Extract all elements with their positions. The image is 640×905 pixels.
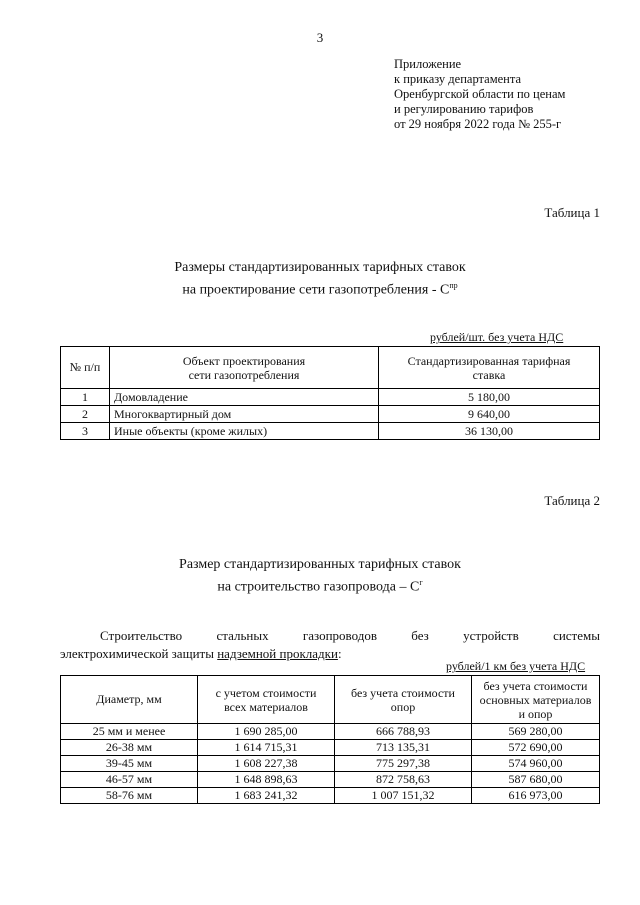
table1-title-line1: Размеры стандартизированных тарифных ставок (174, 260, 466, 275)
table2 (60, 675, 600, 804)
table1-title-sup: пр (449, 281, 458, 290)
table2-units: рублей/1 км без учета НДС (446, 659, 586, 673)
table1-header-row (61, 347, 600, 389)
table1-title (0, 259, 640, 300)
appendix-line: Приложение (394, 57, 462, 71)
table-row: 3 Иные объекты (кроме жилых) 36 130,00 (61, 423, 600, 440)
paragraph-line1: Строительство стальных газопроводов без устройств системы (100, 628, 600, 643)
table2-paragraph (60, 627, 600, 663)
table-row: 39-45 мм 1 608 227,38 775 297,38 574 960,00 (61, 756, 600, 772)
table2-title-sup: г (419, 578, 423, 587)
appendix-line: Оренбургской области по ценам (394, 87, 566, 101)
table2-title-line2: на строительство газопровода – $С^г$ (217, 578, 423, 595)
header-num: № п/п (61, 347, 110, 389)
header-with-cost: с учетом стоимости всех материалов (198, 676, 335, 724)
table1-label: Таблица 1 (544, 205, 600, 220)
table2-header-row (61, 676, 600, 724)
table-row: 26-38 мм 1 614 715,31 713 135,31 572 690,00 (61, 740, 600, 756)
table-row: 1 Домовладение 5 180,00 (61, 389, 600, 406)
header-object: Объект проектирования сети газопотребления (110, 347, 379, 389)
header-no-supports: без учета стоимости опор (335, 676, 472, 724)
table1 (60, 346, 600, 440)
paragraph-line2: электрохимической защиты надземной прокладки: (60, 646, 342, 661)
header-rate: Стандартизированная тарифная ставка (379, 347, 600, 389)
header-diameter: Диаметр, мм (61, 676, 198, 724)
table-row: 46-57 мм 1 648 898,63 872 758,63 587 680,00 (61, 772, 600, 788)
table1-units: рублей/шт. без учета НДС (430, 330, 564, 344)
table-row: 2 Многоквартирный дом 9 640,00 (61, 406, 600, 423)
table1-title-line2: на проектирование сети газопотребления - $С^{пр}$ (182, 281, 458, 298)
table-row: 25 мм и менее 1 690 285,00 666 788,93 569 280,00 (61, 724, 600, 740)
header-no-materials: без учета стоимости основных материалов и опор (472, 676, 600, 724)
appendix-line: и регулированию тарифов (394, 102, 534, 116)
appendix-line: к приказу департамента (394, 72, 522, 86)
table2-label: Таблица 2 (544, 493, 600, 508)
appendix-block (394, 57, 565, 132)
appendix-line: от 29 ноября 2022 года № 255-г (394, 117, 562, 131)
table-row: 58-76 мм 1 683 241,32 1 007 151,32 616 973,00 (61, 788, 600, 804)
table2-title (0, 556, 640, 597)
page-number: 3 (316, 30, 324, 45)
table2-title-line1: Размер стандартизированных тарифных ставок (179, 557, 461, 572)
